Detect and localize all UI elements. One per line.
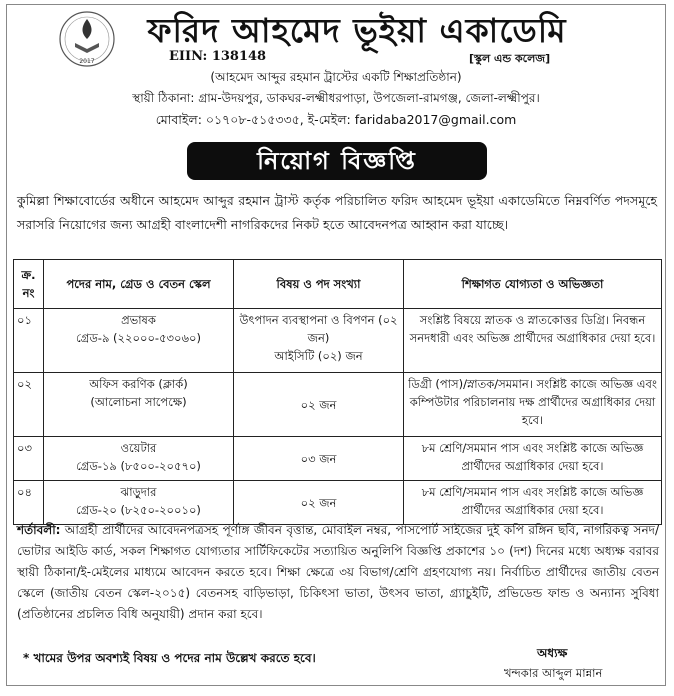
posts-table: [13, 259, 662, 525]
recruitment-notice-banner: নিয়োগ বিজ্ঞপ্তি: [187, 142, 487, 180]
row-qualification: ৮ম শ্রেণি/সমমান পাস এবং সংশ্লিষ্ট কাজে অভিজ্ঞ প্রার্থীদের অগ্রাধিকার দেয়া হবে।: [404, 481, 662, 525]
row-post: [44, 481, 234, 525]
signatory-name: খন্দকার আব্দুল মান্নান: [504, 666, 603, 680]
permanent-address: স্থায়ী ঠিকানা: গ্রাম-উদয়পুর, ডাকঘর-লক্ষ্মীধরপাড়া, উপজেলা-রামগঞ্জ, জেলা-লক্ষ্মীপুর।: [132, 91, 540, 105]
header-serial: ক্র. নং: [14, 260, 44, 309]
post-name: ঝাড়ুদার: [120, 485, 157, 499]
envelope-note: * খামের উপর অবশ্যই বিষয় ও পদের নাম উল্লেখ করতে হবে।: [23, 651, 316, 665]
row-qualification: সংশ্লিষ্ট বিষয়ে স্নাতক ও স্নাতকোত্তর ডিগ্রি। নিবন্ধন সনদধারী এবং অভিজ্ঞ প্রার্থীদের অগ্রাধিকার দেয়া হবে।: [404, 309, 662, 373]
row-serial: ০৩: [14, 437, 44, 481]
terms-paragraph: [17, 520, 659, 625]
contact-info: মোবাইল: ০১৭০৮-৫১৫৩৩৫, ই-মেইল: faridaba2017@gmail.com: [155, 112, 517, 127]
row-post: [44, 373, 234, 437]
academy-logo: [57, 9, 117, 71]
intro-paragraph: কুমিল্লা শিক্ষাবোর্ডের অধীনে আহমেদ আব্দুর রহমান ট্রাস্ট কর্তৃক পরিচালিত ফরিদ আহমেদ ভূইয়া একাডেমিতে নিম্নবর্ণিত পদসমূহে সরাসরি নিয়োগের জন্য আগ্রহী বাংলাদেশী নাগরিকদের নিকট হতে আবেদনপত্র আহ্বান করা যাচ্ছে।: [17, 193, 657, 232]
school-type-label: [স্কুল এন্ড কলেজ]: [469, 52, 551, 65]
row-post: [44, 437, 234, 481]
post-name: প্রভাষক: [121, 313, 156, 327]
eiin-number: EIIN: 138148: [169, 49, 267, 64]
table-row: [14, 373, 662, 437]
row-serial: ০১: [14, 309, 44, 373]
table-row: [14, 309, 662, 373]
post-grade: (আলোচনা সাপেক্ষে): [90, 395, 187, 409]
institution-name: ফরিদ আহমেদ ভূইয়া একাডেমি: [147, 11, 567, 50]
row-serial: ০৪: [14, 481, 44, 525]
logo-year: 2017: [79, 58, 95, 65]
row-post: [44, 309, 234, 373]
row-qualification: ৮ম শ্রেণি/সমমান পাস এবং সংশ্লিষ্ট কাজে অভিজ্ঞ প্রার্থীদের অগ্রাধিকার দেয়া হবে।: [404, 437, 662, 481]
table-row: [14, 437, 662, 481]
header-qualification: শিক্ষাগত যোগ্যতা ও অভিজ্ঞতা: [404, 260, 662, 309]
header-subject: বিষয় ও পদ সংখ্যা: [234, 260, 404, 309]
trust-line: (আহমেদ আব্দুর রহমান ট্রাস্টের একটি শিক্ষাপ্রতিষ্ঠান): [210, 70, 462, 84]
subject-line: উৎপাদন ব্যবস্থাপনা ও বিপণন (০২ জন): [239, 313, 398, 345]
row-qualification: ডিগ্রী (পাস)/স্নাতক/সমমান। সংশ্লিষ্ট কাজে অভিজ্ঞ এবং কম্পিউটার পরিচালনায় দক্ষ প্রার্থীদের অগ্রাধিকার দেয়া হবে।: [404, 373, 662, 437]
post-grade: গ্রেড-১৯ (৮৫০০-২০৫৭০): [76, 459, 201, 473]
post-grade: গ্রেড-৯ (২২০০০-৫৩০৬০): [76, 331, 201, 345]
table-header-row: [14, 260, 662, 309]
header-post: পদের নাম, গ্রেড ও বেতন স্কেল: [44, 260, 234, 309]
notice-page: [6, 4, 666, 686]
signatory-title: অধ্যক্ষ: [537, 646, 568, 660]
subject-line: আইসিটি (০২) জন: [274, 349, 363, 363]
row-subject: ০৩ জন: [234, 437, 404, 481]
row-serial: ০২: [14, 373, 44, 437]
post-name: অফিস করণিক (ক্লার্ক): [89, 377, 188, 391]
row-subject: ০২ জন: [234, 373, 404, 437]
terms-label: শর্তাবলী:: [17, 523, 61, 537]
post-name: ওয়েটার: [120, 441, 157, 455]
row-subject: [234, 309, 404, 373]
table-row: [14, 481, 662, 525]
row-subject: ০২ জন: [234, 481, 404, 525]
terms-text: আগ্রহী প্রার্থীদের আবেদনপত্রসহ পূর্ণাঙ্গ জীবন বৃত্তান্ত, মোবাইল নম্বর, পাসপোর্ট সাইজের দুই কপি রঙ্গিন ছবি, নাগরিকত্ব সনদ/ভোটার আইডি কার্ড, সকল শিক্ষাগত যোগ্যতার সার্টিফিকেটের সত্যায়িত অনুলিপি বিজ্ঞপ্তি প্রকাশের ১০ (দশ) দিনের মধ্যে অধ্যক্ষ বরাবর স্থায়ী ঠিকানা/ই-মেইলের মাধ্যমে আবেদন করতে হবে। শিক্ষা ক্ষেত্রে ৩য় বিভাগ/শ্রেণি গ্রহণযোগ্য নয়। নির্বাচিত প্রার্থীদের জাতীয় বেতন স্কেলে (জাতীয় বেতন স্কেল-২০১৫) বেতনসহ বাড়িভাড়া, চিকিৎসা ভাতা, উৎসব ভাতা, গ্র্যাচুইটি, প্রভিডেন্ড ফান্ড ও অন্যান্য সুবিধা (প্রতিষ্ঠানের প্রচলিত বিধি অনুযায়ী) প্রদান করা হবে।: [17, 523, 659, 621]
post-grade: গ্রেড-২০ (৮২৫০-২০০১০): [76, 503, 201, 517]
